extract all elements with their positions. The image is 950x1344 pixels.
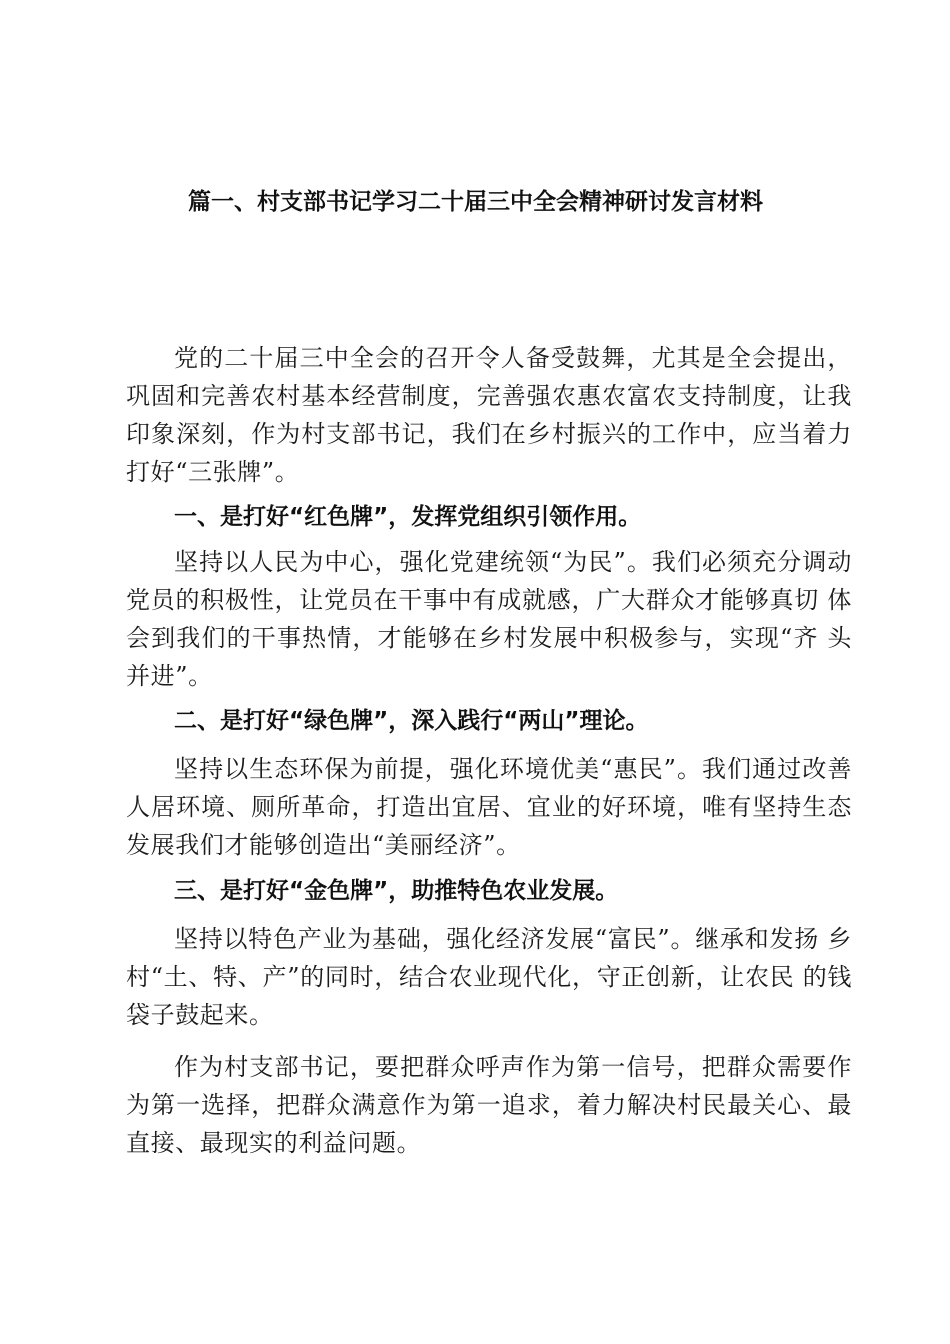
- section-body: 坚持以生态环保为前提，强化环境优美“惠民”。我们通过改善人居环境、厕所革命，打造出宜居、宜业的好环境，唯有坚持生态发展我们才能够创造出“美丽经济”。: [126, 755, 852, 859]
- section-heading: 一、是打好“红色牌”，发挥党组织引领作用。: [174, 504, 642, 530]
- intro-block: [126, 339, 852, 491]
- section-body: 坚持以特色产业为基础，强化经济发展“富民”。继承和发扬 乡村“土、特、产”的同时，结合农业现代化，守正创新，让农民 的钱袋子鼓起来。: [126, 925, 852, 1029]
- intro-paragraph: 党的二十届三中全会的召开令人备受鼓舞，尤其是全会提出，巩固和完善农村基本经营制度，完善强农惠农富农支持制度，让我印象深刻，作为村支部书记，我们在乡村振兴的工作中，应当着力打好“三张牌”。: [126, 344, 852, 486]
- section-heading: 二、是打好“绿色牌”，深入践行“两山”理论。: [174, 708, 649, 734]
- section-2-body-block: [126, 750, 852, 864]
- closing-block: [126, 1048, 852, 1162]
- closing-paragraph: 作为村支部书记，要把群众呼声作为第一信号，把群众需要作 为第一选择，把群众满意作为第一追求，着力解决村民最关心、最 直接、最现实的利益问题。: [126, 1053, 852, 1157]
- section-1-body-block: [126, 543, 852, 695]
- section-3-body-block: [126, 920, 852, 1034]
- section-3: [126, 872, 852, 910]
- section-heading: 三、是打好“金色牌”，助推特色农业发展。: [174, 878, 619, 904]
- section-2: [126, 702, 852, 740]
- section-1: [126, 498, 852, 536]
- section-body: 坚持以人民为中心，强化党建统领“为民”。我们必须充分调动党员的积极性，让党员在干事中有成就感，广大群众才能够真切 体会到我们的干事热情，才能够在乡村发展中积极参与，实现“齐 头并进”。: [126, 548, 852, 690]
- document-title: 篇一、村支部书记学习二十届三中全会精神研讨发言材料: [188, 189, 763, 215]
